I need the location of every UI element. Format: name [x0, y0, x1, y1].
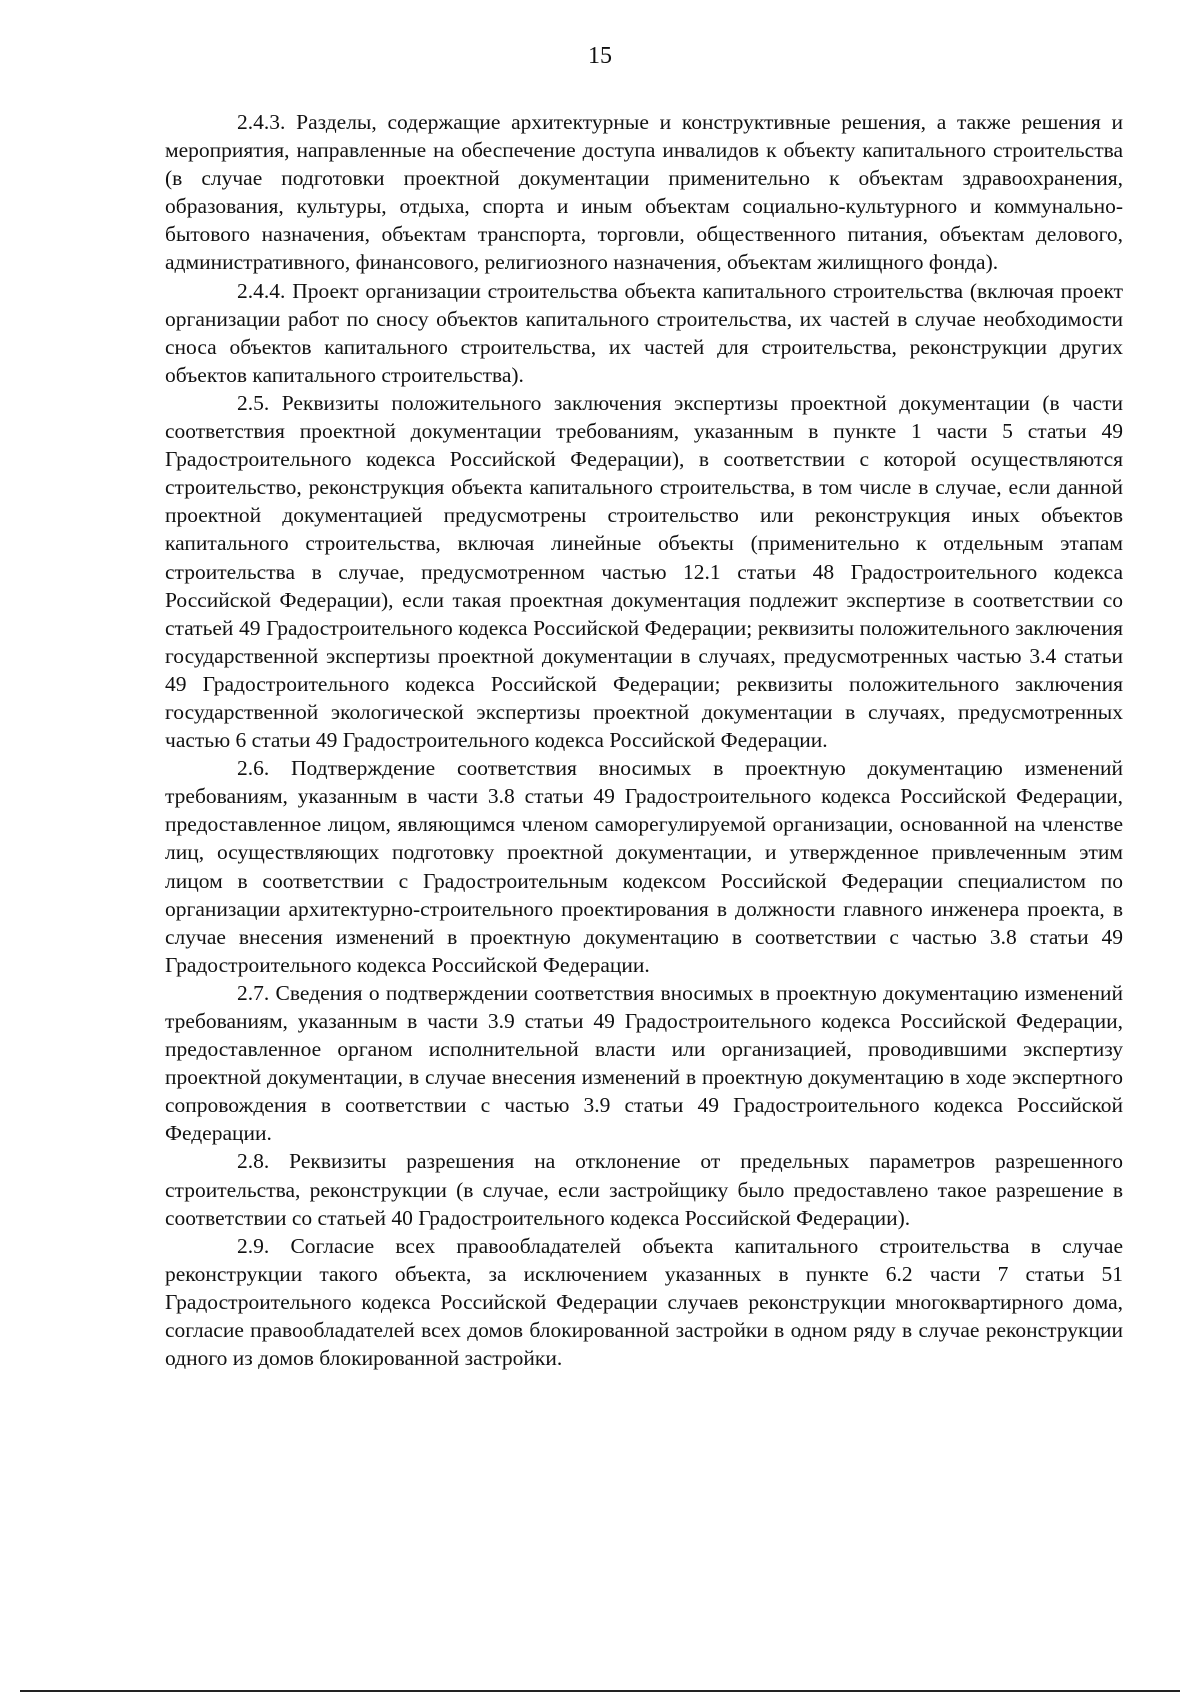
paragraph-2-4-3: 2.4.3. Разделы, содержащие архитектурные и конструктивные решения, а также решения и мероприятия, направленные на обеспечение доступа инвалидов к объекту капитального строительства (в случае подготовки проектной документации применительно к объектам здравоохранения, образования, культуры, отдыха, спорта и иным объектам социально-культурного и коммунально-бытового назначения, объектам транспорта, торговли, общественного питания, объектам делового, административного, финансового, религиозного назначения, объектам жилищного фонда).: [165, 110, 1123, 275]
paragraph-2-5: 2.5. Реквизиты положительного заключения экспертизы проектной документации (в части соответствия проектной документации требованиям, указанным в пункте 1 части 5 статьи 49 Градостроительного кодекса Российской Федерации), в соответствии с которой осуществляются строительство, реконструкция объекта капитального строительства, в том числе в случае, если данной проектной документацией предусмотрены строительство или реконструкция иных объектов капитального строительства, включая линейные объекты (применительно к отдельным этапам строительства в случае, предусмотренном частью 12.1 статьи 48 Градостроительного кодекса Российской Федерации), если такая проектная документация подлежит экспертизе в соответствии со статьей 49 Градостроительного кодекса Российской Федерации; реквизиты положительного заключения государственной экспертизы проектной документации в случаях, предусмотренных частью 3.4 статьи 49 Градостроительного кодекса Российской Федерации; реквизиты положительного заключения государственной экологической экспертизы проектной документации в случаях, предусмотренных частью 6 статьи 49 Градостроительного кодекса Российской Федерации.: [165, 390, 1123, 753]
scan-bottom-edge: [20, 1690, 1180, 1692]
paragraph-2-9: 2.9. Согласие всех правообладателей объекта капитального строительства в случае реконструкции такого объекта, за исключением указанных в пункте 6.2 части 7 статьи 51 Градостроительного кодекса Российской Федерации случаев реконструкции многоквартирного дома, согласие правообладателей всех домов блокированной застройки в одном ряду в случае реконструкции одного из домов блокированной застройки.: [165, 1233, 1123, 1371]
page-number: 15: [588, 43, 612, 69]
paragraph-2-6: 2.6. Подтверждение соответствия вносимых в проектную документацию изменений требованиям, указанным в части 3.8 статьи 49 Градостроительного кодекса Российской Федерации, предоставленное лицом, являющимся членом саморегулируемой организации, основанной на членстве лиц, осуществляющих подготовку проектной документации, и утвержденное привлеченным этим лицом в соответствии с Градостроительным кодексом Российской Федерации специалистом по организации архитектурно-строительного проектирования в должности главного инженера проекта, в случае внесения изменений в проектную документацию в соответствии с частью 3.8 статьи 49 Градостроительного кодекса Российской Федерации.: [165, 756, 1123, 977]
paragraph-2-4-4: 2.4.4. Проект организации строительства объекта капитального строительства (включая проект организации работ по сносу объектов капитального строительства, их частей в случае необходимости сноса объектов капитального строительства, их частей для строительства, реконструкции других объектов капитального строительства).: [165, 278, 1123, 387]
document-body: [165, 108, 1123, 1372]
paragraph-2-7: 2.7. Сведения о подтверждении соответствия вносимых в проектную документацию изменений требованиям, указанным в части 3.9 статьи 49 Градостроительного кодекса Российской Федерации, предоставленное органом исполнительной власти или организацией, проводившими экспертизу проектной документации, в случае внесения изменений в проектную документацию в ходе экспертного сопровождения в соответствии с частью 3.9 статьи 49 Градостроительного кодекса Российской Федерации.: [165, 980, 1123, 1146]
paragraph-2-8: 2.8. Реквизиты разрешения на отклонение от предельных параметров разрешенного строительства, реконструкции (в случае, если застройщику было предоставлено такое разрешение в соответствии со статьей 40 Градостроительного кодекса Российской Федерации).: [165, 1149, 1123, 1230]
